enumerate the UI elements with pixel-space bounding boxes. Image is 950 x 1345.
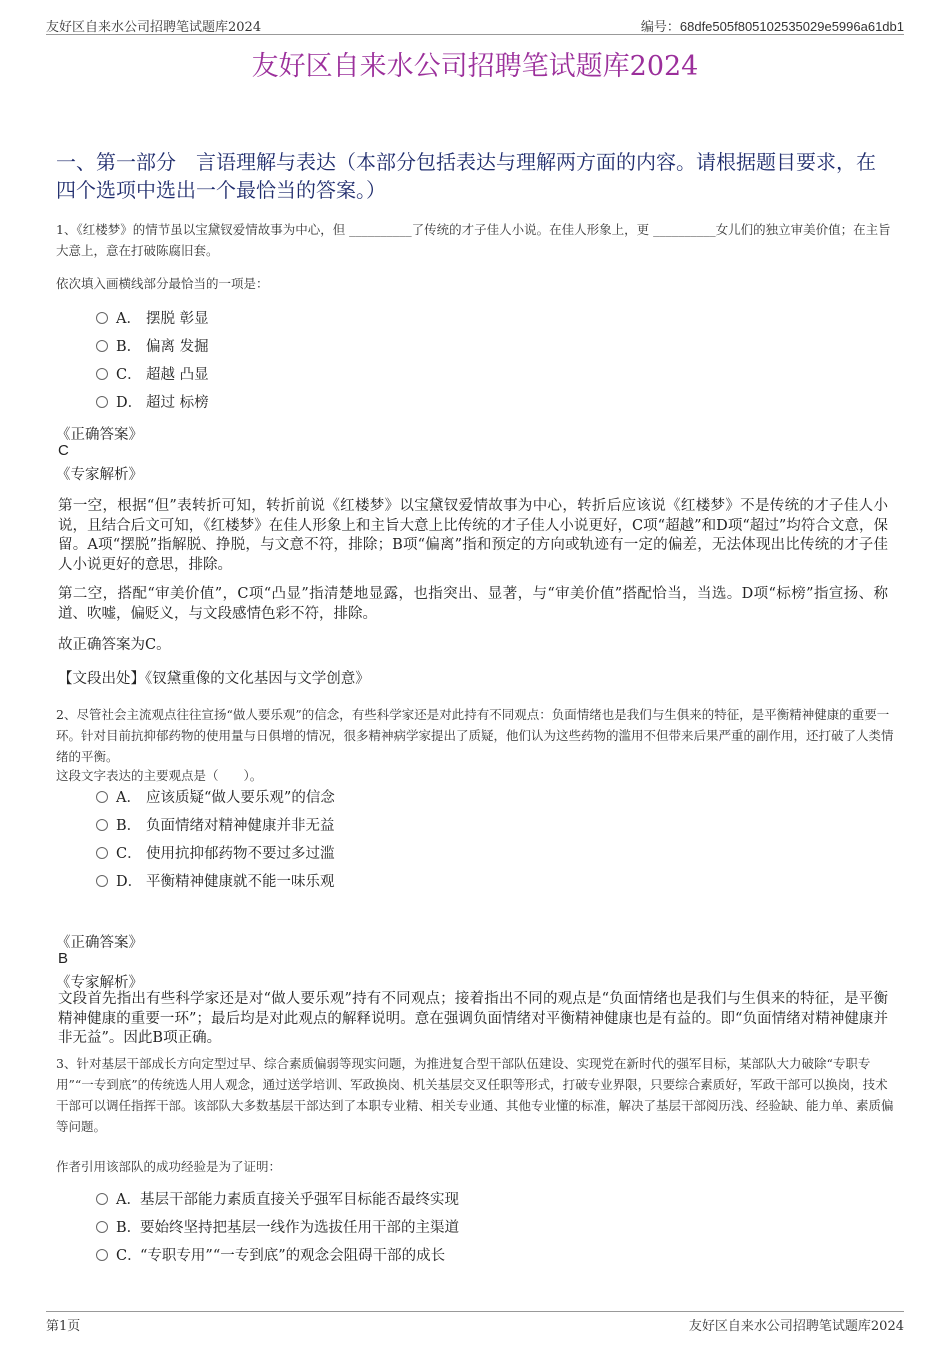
q1-answer: C [58, 442, 69, 459]
radio-icon[interactable] [96, 1221, 108, 1233]
option-text: 负面情绪对精神健康并非无益 [146, 818, 335, 834]
q2-option-a[interactable] [96, 787, 335, 809]
option-letter: D． [116, 395, 143, 411]
q3-option-b[interactable] [96, 1217, 459, 1239]
page-header [46, 14, 904, 35]
page-number: 第1页 [46, 1319, 81, 1334]
option-text: 摆脱 彰显 [146, 311, 209, 327]
option-text: 使用抗抑郁药物不要过多过滥 [146, 846, 335, 862]
q2-option-b[interactable] [96, 815, 335, 837]
q1-option-b[interactable] [96, 336, 209, 358]
radio-icon[interactable] [96, 396, 108, 408]
option-text: 超越 凸显 [146, 367, 209, 383]
option-letter: B． [116, 818, 142, 834]
q1-answer-label: 《正确答案》 [56, 427, 143, 443]
section-heading: 一、第一部分 言语理解与表达（本部分包括表达与理解两方面的内容。请根据题目要求，在四个选项中选出一个最恰当的答案。） [56, 150, 876, 202]
footer-title: 友好区自来水公司招聘笔试题库2024 [688, 1319, 904, 1334]
radio-icon[interactable] [96, 819, 108, 831]
option-letter: C． [116, 1248, 142, 1264]
option-letter: C． [116, 846, 142, 862]
q2-option-d[interactable] [96, 871, 335, 893]
radio-icon[interactable] [96, 1193, 108, 1205]
question-3-stem: 3、针对基层干部成长方向定型过早、综合素质偏弱等现实问题，为推进复合型干部队伍建设、实现党在新时代的强军目标，某部队大力破除“专职专用”“一专到底”的传统选人用人观念，通过送学培训、军政换岗、机关基层交叉任职等形式，打破专业界限，只要综合素质好，军政干部可以换岗，技术干部可以调任指挥干部。该部队大多数基层干部达到了本职专业精、相关专业通、其他专业懂的标准，解决了基层干部阅历浅、经验缺、能力单、素质偏等问题。 [56, 1056, 894, 1134]
option-text: 平衡精神健康就不能一味乐观 [146, 874, 335, 890]
q1-analysis-label: 《专家解析》 [56, 467, 143, 483]
radio-icon[interactable] [96, 1249, 108, 1261]
q2-answer: B [58, 950, 69, 967]
q2-answer-label: 《正确答案》 [56, 935, 143, 951]
q1-source: 【文段出处】《钗黛重像的文化基因与文学创意》 [58, 671, 370, 687]
option-text: “专职专用”“一专到底”的观念会阻碍干部的成长 [140, 1248, 446, 1264]
option-text: 基层干部能力素质直接关乎强军目标能否最终实现 [140, 1192, 459, 1208]
option-text: 超过 标榜 [146, 395, 209, 411]
page-title: 友好区自来水公司招聘笔试题库2024 [251, 51, 699, 82]
q1-analysis-paragraph-2: 第二空，搭配“审美价值”，C项“凸显”指清楚地显露，也指突出、显著，与“审美价值”搭配恰当，当选。D项“标榜”指宣扬、称道、吹嘘，偏贬义，与文段感情色彩不符，排除。 [58, 586, 888, 622]
question-3-prompt: 作者引用该部队的成功经验是为了证明： [56, 1159, 282, 1174]
radio-icon[interactable] [96, 791, 108, 803]
option-letter: B． [116, 1220, 142, 1236]
option-text: 应该质疑“做人要乐观”的信念 [146, 790, 335, 806]
option-letter: A． [116, 311, 141, 327]
q1-option-c[interactable] [96, 364, 209, 386]
q1-analysis-paragraph-1: 第一空，根据“但”表转折可知，转折前说《红楼梦》以宝黛钗爱情故事为中心，转折后应该说《红楼梦》不是传统的才子佳人小说，且结合后文可知，《红楼梦》在佳人形象上和主旨大意上比传统的才子佳人小说更好，C项“超越”和D项“超过”均符合文意，保留。A项“摆脱”指解脱、挣脱，与文意不符，排除；B项“偏离”指和预定的方向或轨迹有一定的偏差，无法体现出比传统的才子佳人小说更好的意思，排除。 [58, 498, 888, 573]
option-letter: D． [116, 874, 143, 890]
q1-option-d[interactable] [96, 392, 209, 414]
radio-icon[interactable] [96, 875, 108, 887]
option-letter: B． [116, 339, 142, 355]
q2-option-c[interactable] [96, 843, 335, 865]
question-1-prompt: 依次填入画横线部分最恰当的一项是： [56, 276, 269, 291]
option-letter: C． [116, 367, 142, 383]
q1-analysis-conclusion: 故正确答案为C。 [58, 637, 171, 653]
header-title: 友好区自来水公司招聘笔试题库2024 [46, 20, 262, 35]
q1-option-a[interactable] [96, 308, 209, 330]
question-2-prompt: 这段文字表达的主要观点是（ ）。 [56, 768, 263, 783]
option-letter: A． [116, 1192, 141, 1208]
question-1-stem: 1、《红楼梦》的情节虽以宝黛钗爱情故事为中心，但 __________了传统的才子佳人小说。在佳人形象上，更 __________女儿们的独立审美价值；在主旨大意上，意在打破陈腐旧套。 [56, 222, 891, 258]
option-text: 偏离 发掘 [146, 339, 209, 355]
q3-option-c[interactable] [96, 1245, 445, 1267]
option-text: 要始终坚持把基层一线作为选拔任用干部的主渠道 [140, 1220, 459, 1236]
option-letter: A． [116, 790, 141, 806]
radio-icon[interactable] [96, 368, 108, 380]
radio-icon[interactable] [96, 340, 108, 352]
header-doc-id: 编号：68dfe505f805102535029e5996a61db1 [640, 19, 904, 34]
q3-option-a[interactable] [96, 1189, 459, 1211]
q2-analysis-label: 《专家解析》 [56, 975, 143, 991]
page-footer [46, 1311, 904, 1334]
question-2-stem: 2、尽管社会主流观点往往宣扬“做人要乐观”的信念，有些科学家还是对此持有不同观点：负面情绪也是我们与生俱来的特征，是平衡精神健康的重要一环。针对目前抗抑郁药物的使用量与日俱增的情况，很多精神病学家提出了质疑，他们认为这些药物的滥用不但带来后果严重的副作用，还打破了人类情绪的平衡。 [56, 707, 894, 764]
radio-icon[interactable] [96, 312, 108, 324]
radio-icon[interactable] [96, 847, 108, 859]
q2-analysis: 文段首先指出有些科学家还是对“做人要乐观”持有不同观点；接着指出不同的观点是“负面情绪也是我们与生俱来的特征，是平衡精神健康的重要一环”；最后均是对此观点的解释说明。意在强调负面情绪对平衡精神健康也是有益的。即“负面情绪对精神健康并非无益”。因此B项正确。 [58, 991, 888, 1046]
